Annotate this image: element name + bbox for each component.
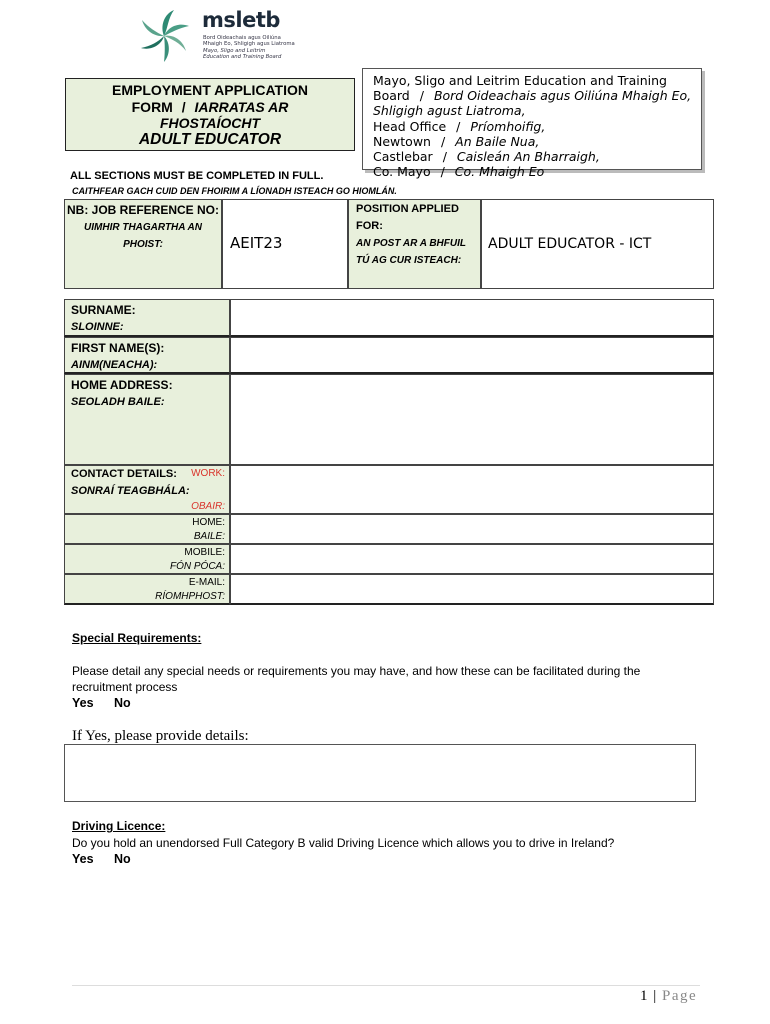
footer-divider bbox=[72, 985, 700, 986]
position-label-irish: TÚ AG CUR ISTEACH: bbox=[356, 255, 462, 266]
home-address-field[interactable] bbox=[230, 374, 714, 465]
address-line bbox=[373, 149, 701, 164]
address-line bbox=[373, 164, 701, 179]
home-phone-label-cell bbox=[64, 514, 230, 544]
address-text: Co. Mhaigh Eo bbox=[454, 164, 545, 180]
email-field[interactable] bbox=[230, 574, 714, 605]
logo-tagline: Mhaigh Eo, Shligigh agus Liatroma bbox=[203, 41, 295, 47]
address-text: Newtown bbox=[373, 133, 431, 149]
job-ref-value-cell[interactable] bbox=[222, 199, 348, 289]
work-label: WORK: bbox=[191, 468, 225, 479]
address-sep: / bbox=[419, 88, 424, 104]
home-phone-field[interactable] bbox=[230, 514, 714, 544]
mobile-field[interactable] bbox=[230, 544, 714, 574]
address-sep: / bbox=[456, 118, 461, 134]
email-label-irish: RÍOMHPHOST: bbox=[155, 591, 225, 602]
title-line: EMPLOYMENT APPLICATION bbox=[112, 82, 308, 98]
msletb-logo bbox=[134, 6, 294, 66]
driving-licence-text: Do you hold an unendorsed Full Category B valid Driving Licence which allows you to drive in Ireland? bbox=[72, 836, 615, 850]
swirl-logo-icon bbox=[134, 6, 194, 66]
position-value-cell[interactable] bbox=[481, 199, 714, 289]
job-ref-value: AEIT23 bbox=[230, 234, 283, 252]
page-label: Page bbox=[662, 988, 698, 1004]
title-sep: / bbox=[181, 98, 186, 115]
work-phone-field[interactable] bbox=[230, 465, 714, 514]
completion-note: ALL SECTIONS MUST BE COMPLETED IN FULL. bbox=[70, 170, 324, 182]
page-number: 1 bbox=[640, 988, 648, 1004]
surname-field[interactable] bbox=[230, 299, 714, 337]
surname-label-irish: SLOINNE: bbox=[71, 321, 124, 333]
address-text: Co. Mayo bbox=[373, 164, 431, 180]
first-name-label: FIRST NAME(S): bbox=[71, 341, 165, 355]
special-requirements-text: Please detail any special needs or requirements you may have, and how these can be facilitated during the recruitment process bbox=[72, 664, 641, 694]
form-title-box bbox=[65, 78, 355, 151]
page-footer bbox=[640, 988, 697, 1005]
job-ref-label: NB: JOB REFERENCE NO: bbox=[66, 203, 219, 217]
title-line bbox=[66, 99, 354, 116]
mobile-label: MOBILE: bbox=[184, 547, 225, 558]
address-sep: / bbox=[440, 164, 445, 180]
first-name-field[interactable] bbox=[230, 337, 714, 374]
title-role: ADULT EDUCATOR bbox=[138, 130, 282, 148]
title-text: IARRATAS AR bbox=[194, 98, 289, 115]
logo-tagline: Mayo, Sligo and Leitrim bbox=[203, 48, 266, 54]
driving-yes-option[interactable]: Yes bbox=[72, 852, 94, 866]
job-ref-label-irish: UIMHIR THAGARTHA AN bbox=[84, 222, 202, 233]
surname-label: SURNAME: bbox=[71, 303, 136, 317]
address-text: Head Office bbox=[373, 118, 447, 134]
special-requirements-heading: Special Requirements: bbox=[72, 631, 202, 645]
address-text: Caisleán An Bharraigh, bbox=[456, 149, 600, 165]
email-label-cell bbox=[64, 574, 230, 605]
address-text: Board bbox=[373, 88, 410, 104]
address-text: Castlebar bbox=[373, 149, 433, 165]
driving-licence-heading: Driving Licence: bbox=[72, 819, 166, 833]
home-address-label: HOME ADDRESS: bbox=[71, 378, 173, 392]
address-line bbox=[373, 88, 701, 103]
position-label: POSITION APPLIED bbox=[356, 203, 459, 215]
address-line bbox=[373, 134, 701, 149]
address-sep: / bbox=[440, 133, 446, 149]
job-ref-label-irish: PHOIST: bbox=[123, 239, 163, 250]
completion-note-irish: CAITHFEAR GACH CUID DEN FHOIRIM A LÍONADH ISTEACH GO HIOMLÁN. bbox=[72, 186, 397, 196]
work-label-irish: OBAIR: bbox=[191, 501, 225, 512]
logo-tagline: Education and Training Board bbox=[203, 54, 282, 60]
address-line: Mayo, Sligo and Leitrim Education and Training bbox=[373, 73, 667, 88]
surname-label-cell bbox=[64, 299, 230, 337]
special-no-option[interactable]: No bbox=[114, 696, 131, 710]
logo-tagline: Bord Oideachais agus Oiliúna bbox=[203, 35, 281, 41]
address-line: Shligigh agust Liatroma, bbox=[373, 103, 526, 119]
title-text: FORM bbox=[131, 98, 173, 115]
special-details-field[interactable] bbox=[64, 744, 696, 802]
page-sep: | bbox=[653, 988, 657, 1004]
position-label-irish: AN POST AR A BHFUIL bbox=[356, 238, 466, 249]
job-ref-label-cell bbox=[64, 199, 222, 289]
address-sep: / bbox=[442, 149, 447, 165]
board-address-box bbox=[362, 68, 702, 180]
address-text: Bord Oideachais agus Oiliúna Mhaigh Eo, bbox=[433, 88, 692, 104]
position-value: ADULT EDUCATOR - ICT bbox=[488, 236, 652, 252]
contact-details-label: CONTACT DETAILS: bbox=[71, 468, 177, 480]
mobile-label-cell bbox=[64, 544, 230, 574]
title-line: FHOSTAÍOCHT bbox=[159, 115, 261, 131]
contact-work-label-cell bbox=[64, 465, 230, 514]
home-phone-label: HOME: bbox=[192, 517, 225, 528]
mobile-label-irish: FÓN PÓCA: bbox=[169, 561, 225, 572]
details-label: If Yes, please provide details: bbox=[72, 728, 249, 744]
address-line bbox=[373, 119, 701, 134]
first-name-label-cell bbox=[64, 337, 230, 374]
email-label: E-MAIL: bbox=[188, 577, 225, 588]
home-address-label-irish: SEOLADH BAILE: bbox=[71, 396, 165, 408]
special-yes-option[interactable]: Yes bbox=[72, 696, 94, 710]
home-phone-label-irish: BAILE: bbox=[193, 531, 225, 542]
address-text: Príomhoifig, bbox=[470, 118, 546, 134]
address-text: An Baile Nua, bbox=[455, 133, 540, 149]
contact-details-label-irish: SONRAÍ TEAGBHÁLA: bbox=[71, 485, 190, 497]
position-label-cell bbox=[348, 199, 481, 289]
logo-wordmark: msletb bbox=[202, 8, 280, 32]
driving-no-option[interactable]: No bbox=[114, 852, 131, 866]
first-name-label-irish: AINM(NEACHA): bbox=[71, 359, 158, 371]
home-address-label-cell bbox=[64, 374, 230, 465]
position-label: FOR: bbox=[356, 220, 383, 232]
